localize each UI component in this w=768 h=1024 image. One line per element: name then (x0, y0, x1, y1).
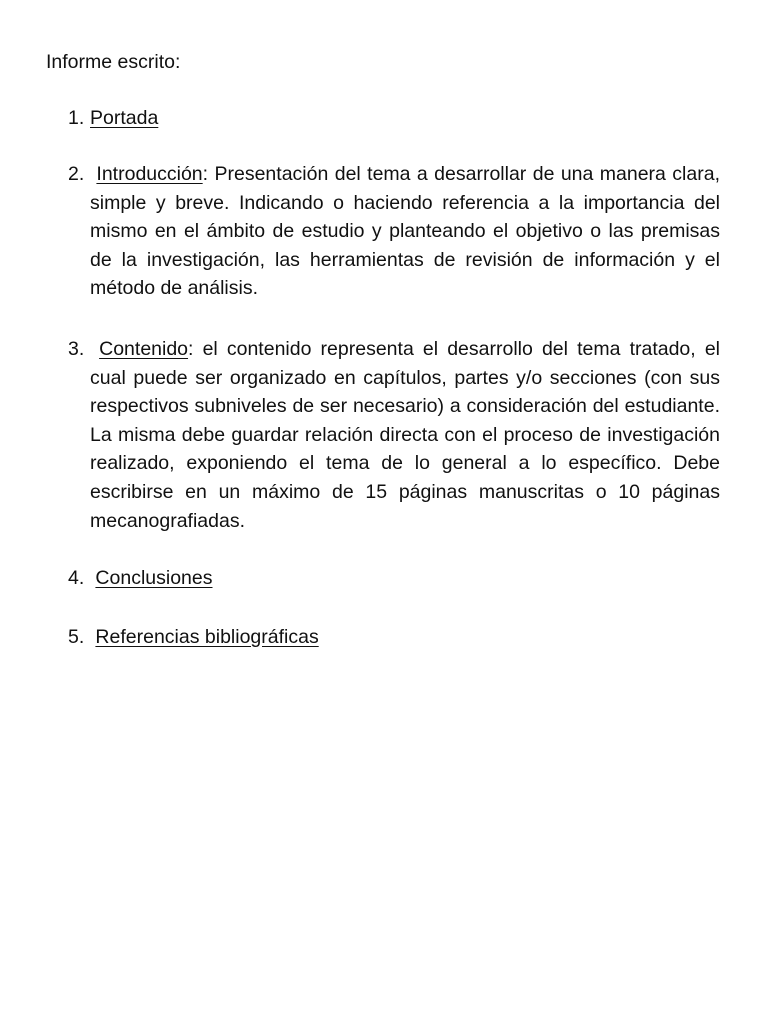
item-body: : Presentación del tema a desarrollar de una manera clara, simple y breve. Indicando o haciendo referencia a la importancia del mismo en el ámbito de estudio y planteando el objetivo o las premisas de la investigación, las herramientas de revisión de información y el método de análisis. (90, 163, 720, 300)
list-item-referencias (68, 623, 720, 652)
item-heading: Conclusiones (95, 567, 213, 589)
item-number: 4. (68, 567, 85, 589)
item-heading: Referencias bibliográficas (95, 626, 319, 648)
list-item-contenido (68, 335, 720, 535)
item-number: 5. (68, 626, 85, 648)
item-heading: Introducción (96, 163, 203, 185)
item-body: : el contenido representa el desarrollo del tema tratado, el cual puede ser organizado en capítulos, partes y/o secciones (con sus respectivos subniveles de ser necesario) a consideración del estudiante. La misma debe guardar relación directa con el proceso de investigación realizado, exponiendo el tema de lo general a lo específico. Debe escribirse en un máximo de 15 páginas manuscritas o 10 páginas mecanografiadas. (90, 338, 720, 532)
document-title: Informe escrito: (46, 51, 181, 73)
list-item-introduccion (68, 160, 720, 303)
list-item-conclusiones (68, 564, 720, 593)
item-number: 1. (68, 107, 85, 129)
item-heading: Portada (90, 107, 159, 129)
item-number: 3. (68, 338, 85, 360)
item-heading: Contenido (99, 338, 189, 360)
list-item-portada (68, 104, 720, 133)
item-number: 2. (68, 163, 85, 185)
